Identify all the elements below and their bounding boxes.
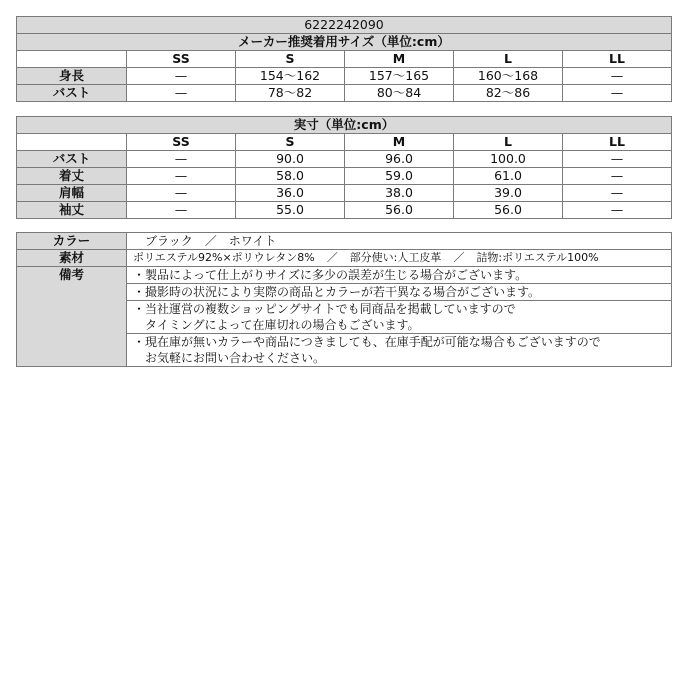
notes-row	[17, 267, 672, 284]
table-row	[17, 68, 672, 85]
table-cell: 61.0	[454, 168, 563, 185]
color-option: ブラック	[145, 234, 193, 248]
actual-size-header-row	[17, 134, 672, 151]
material-row	[17, 250, 672, 267]
table-cell: 160〜168	[454, 68, 563, 85]
maker-table-title: メーカー推奨着用サイズ（単位:cm）	[17, 34, 672, 51]
material-separator: ／	[453, 251, 465, 264]
note-bullet: ・	[133, 268, 146, 282]
size-header-s: S	[236, 134, 345, 151]
size-header-ss: SS	[127, 51, 236, 68]
table-cell: —	[563, 68, 672, 85]
note-text: タイミングによって在庫切れの場合もございます。	[145, 318, 420, 332]
maker-size-table	[16, 16, 672, 102]
note-bullet: ・	[133, 302, 146, 316]
maker-size-header-row	[17, 51, 672, 68]
size-header-ll: LL	[563, 51, 672, 68]
row-label-bust: バスト	[17, 151, 127, 168]
size-header-l: L	[454, 134, 563, 151]
table-cell: 36.0	[236, 185, 345, 202]
color-value	[127, 233, 672, 250]
note-text: 当社運営の複数ショッピングサイトでも同商品を掲載していますので	[145, 302, 516, 316]
note-text: お気軽にお問い合わせください。	[145, 351, 326, 365]
table-cell: —	[127, 68, 236, 85]
table-cell: 39.0	[454, 185, 563, 202]
maker-table-title-row	[17, 34, 672, 51]
size-header-m: M	[345, 51, 454, 68]
actual-table-title: 実寸（単位:cm）	[17, 117, 672, 134]
size-header-ss: SS	[127, 134, 236, 151]
table-cell: —	[563, 202, 672, 219]
note-item	[127, 301, 672, 334]
table-cell: 154〜162	[236, 68, 345, 85]
table-row	[17, 185, 672, 202]
material-item: ポリエステル92%×ポリウレタン8%	[133, 251, 315, 264]
table-cell: —	[127, 202, 236, 219]
size-header-ll: LL	[563, 134, 672, 151]
table-cell: 56.0	[454, 202, 563, 219]
note-bullet: ・	[133, 335, 146, 349]
table-cell: 96.0	[345, 151, 454, 168]
table-cell: 38.0	[345, 185, 454, 202]
row-label-bust: バスト	[17, 85, 127, 102]
table-cell: —	[127, 151, 236, 168]
corner-cell	[17, 51, 127, 68]
note-bullet: ・	[133, 285, 146, 299]
table-cell: —	[563, 185, 672, 202]
material-value	[127, 250, 672, 267]
table-cell: 90.0	[236, 151, 345, 168]
table-cell: 80〜84	[345, 85, 454, 102]
row-label-shoulder: 肩幅	[17, 185, 127, 202]
material-item: 部分使い:人工皮革	[349, 251, 442, 264]
table-row	[17, 202, 672, 219]
product-code-row	[17, 17, 672, 34]
note-item	[127, 334, 672, 367]
row-label-height: 身長	[17, 68, 127, 85]
color-separator: ／	[204, 234, 217, 248]
actual-table-title-row	[17, 117, 672, 134]
material-separator: ／	[326, 251, 338, 264]
table-row	[17, 168, 672, 185]
note-text: 撮影時の状況により実際の商品とカラーが若干異なる場合がございます。	[145, 285, 541, 299]
table-cell: 157〜165	[345, 68, 454, 85]
material-label: 素材	[17, 250, 127, 267]
table-cell: —	[127, 185, 236, 202]
notes-label: 備考	[17, 267, 127, 367]
table-cell: —	[127, 85, 236, 102]
table-cell: 82〜86	[454, 85, 563, 102]
note-item	[127, 284, 672, 301]
corner-cell	[17, 134, 127, 151]
table-cell: —	[563, 168, 672, 185]
size-header-l: L	[454, 51, 563, 68]
table-row	[17, 85, 672, 102]
size-header-s: S	[236, 51, 345, 68]
table-cell: 59.0	[345, 168, 454, 185]
table-row	[17, 151, 672, 168]
table-cell: —	[563, 151, 672, 168]
note-item	[127, 267, 672, 284]
product-info-table	[16, 232, 672, 367]
color-option: ホワイト	[228, 234, 277, 248]
note-text: 製品によって仕上がりサイズに多少の誤差が生じる場合がございます。	[145, 268, 528, 282]
color-label: カラー	[17, 233, 127, 250]
table-cell: —	[563, 85, 672, 102]
size-header-m: M	[345, 134, 454, 151]
row-label-sleeve: 袖丈	[17, 202, 127, 219]
row-label-length: 着丈	[17, 168, 127, 185]
color-row	[17, 233, 672, 250]
actual-size-table	[16, 116, 672, 219]
table-cell: 58.0	[236, 168, 345, 185]
note-text: 現在庫が無いカラーや商品につきましても、在庫手配が可能な場合もございますので	[145, 335, 601, 349]
product-code: 6222242090	[17, 17, 672, 34]
table-cell: 56.0	[345, 202, 454, 219]
table-cell: 100.0	[454, 151, 563, 168]
material-item: 詰物:ポリエステル100%	[476, 251, 599, 264]
table-cell: —	[127, 168, 236, 185]
table-cell: 78〜82	[236, 85, 345, 102]
table-cell: 55.0	[236, 202, 345, 219]
